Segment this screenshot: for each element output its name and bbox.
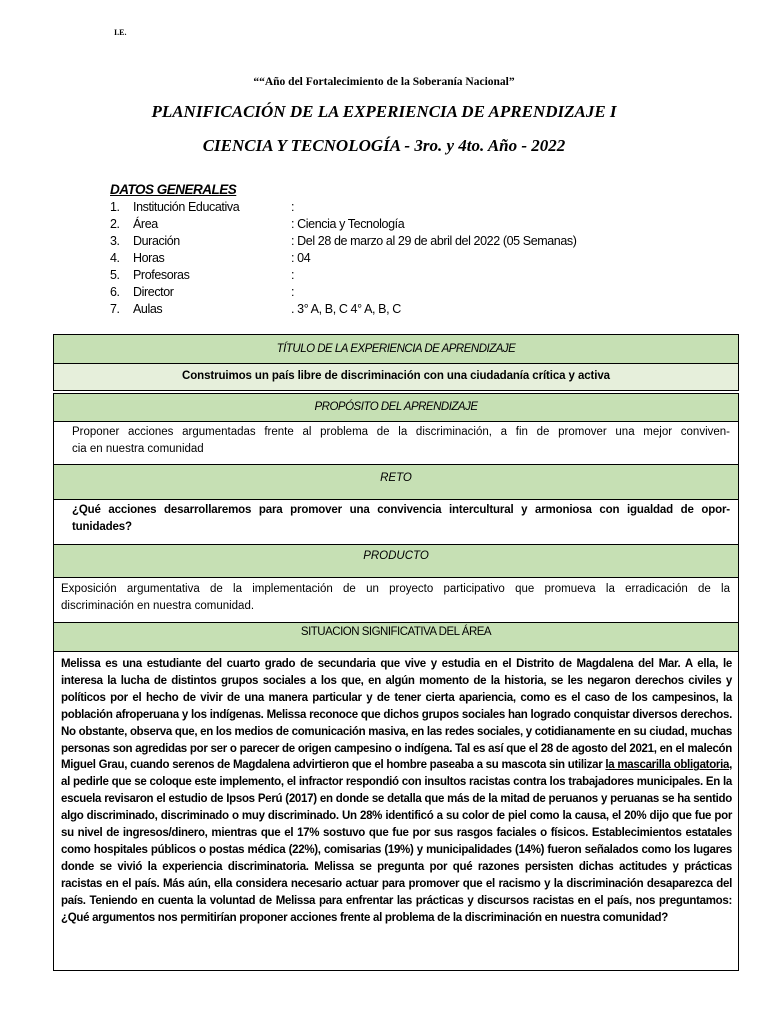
proposito-header: PROPÓSITO DEL APRENDIZAJE — [54, 394, 738, 422]
item-label: Institución Educativa — [133, 200, 240, 214]
reto-line: tunidades? — [72, 521, 132, 533]
item-label: Duración — [133, 234, 180, 248]
datos-item-director — [110, 284, 710, 300]
item-label: Horas — [133, 251, 165, 265]
reto-line: ¿Qué acciones desarrollaremos para promover una convivencia intercultural y armoniosa con igualdad de opor- — [72, 504, 730, 516]
planning-table — [53, 393, 739, 971]
paragraph-text: , al pedirle que se coloque este implemento, el infractor respondió con insultos racistas contra los trabajadores municipales. En la escuela revisaron el estudio de Ipsos Perú (2017) en donde se detalla que más de la mitad de peruanos y peruanas se ha sentido algo discriminado, discriminado o muy discriminado. Un 28% identificó a su color de piel como la causa, el 20% dijo que fue por su nivel de ingresos/dinero, mientras que el 17% sostuvo que fue por sus rasgos faciales o físicos. Establecimientos estatales como hospitales públicos o postas médica (22%), comisarias (19%) y municipalidades (14%) fueron señalados como los lugares donde se vivió la experiencia discriminatoria. Melissa se pregunta por qué razones persisten dichas actitudes y prácticas racistas en el país. Más aún, ella considera necesario actuar para promover que el racismo y la discriminación desaparezca del país. Teniendo en cuenta la voluntad de Melissa para enfrentar las prácticas y discursos racistas en el país, nos preguntamos: ¿Qué argumentos nos permitirían proponer acciones frente al problema de la discriminación en nuestra comunidad? — [61, 759, 732, 924]
producto-content — [54, 578, 738, 623]
item-number: 4. — [110, 251, 120, 265]
item-value: : Ciencia y Tecnología — [291, 217, 405, 231]
datos-item-institucion — [110, 199, 710, 215]
paragraph-text: Melissa es una estudiante del cuarto grado de secundaria que vive y estudia en el Distrito de Magdalena del Mar. A ella, le interesa la lucha de distintos grupos sociales a los que, en algún momento de la historia, se les negaron derechos civiles y políticos por el hecho de vivir de una manera particular y de tener cierta apariencia, como es el caso de los campesinos, la población afroperuana y los indígenas. Melissa reconoce que dichos grupos sociales han logrado conquistar diversos derechos. No obstante, observa que, en los medios de comunicación masiva, en las redes sociales, y cotidianamente en su ciudad, muchas personas son agredidas por ser o parecer de origen campesino o indígena. Tal es así que el 28 de agosto del 2021, en el malecón Miguel Grau, cuando serenos de Magdalena advirtieron que el hombre paseaba a su mascota sin utilizar — [61, 658, 732, 772]
item-label: Profesoras — [133, 268, 190, 282]
situacion-header: SITUACION SIGNIFICATIVA DEL ÁREA — [54, 623, 738, 652]
item-value: : — [291, 285, 295, 299]
situacion-paragraph — [54, 652, 738, 970]
reto-content — [54, 500, 738, 545]
datos-item-area — [110, 216, 710, 232]
datos-item-duracion — [110, 233, 710, 249]
proposito-line: cia en nuestra comunidad — [72, 443, 204, 455]
item-value: : Del 28 de marzo al 29 de abril del 2022 (05 Semanas) — [291, 234, 577, 248]
ie-label: I.E. — [114, 28, 127, 37]
item-label: Aulas — [133, 302, 163, 316]
producto-header: PRODUCTO — [54, 545, 738, 578]
item-label: Director — [133, 285, 174, 299]
titulo-text: Construimos un país libre de discriminación con una ciudadanía crítica y activa — [54, 364, 738, 390]
producto-line: discriminación en nuestra comunidad. — [61, 599, 255, 612]
item-number: 2. — [110, 217, 120, 231]
proposito-line: Proponer acciones argumentadas frente al problema de la discriminación, a fin de promover una mejor conviven- — [72, 426, 730, 438]
item-label: Área — [133, 217, 158, 231]
titulo-header: TÍTULO DE LA EXPERIENCIA DE APRENDIZAJE — [54, 335, 738, 364]
item-value: . 3° A, B, C 4° A, B, C — [291, 302, 401, 316]
datos-item-aulas — [110, 301, 710, 317]
document-subtitle: CIENCIA Y TECNOLOGÍA - 3ro. y 4to. Año - 2022 — [202, 136, 566, 155]
producto-line: Exposición argumentativa de la implementación de un proyecto participativo que promueva la erradicación de la — [61, 583, 730, 595]
item-number: 1. — [110, 200, 120, 214]
reto-header: RETO — [54, 465, 738, 500]
year-motto: ““Año del Fortalecimiento de la Soberanía Nacional” — [253, 76, 515, 88]
datos-item-horas — [110, 250, 710, 266]
document-title: PLANIFICACIÓN DE LA EXPERIENCIA DE APRENDIZAJE I — [151, 102, 617, 121]
datos-generales-heading: DATOS GENERALES — [110, 182, 237, 197]
item-value: : — [291, 268, 295, 282]
item-number: 6. — [110, 285, 120, 299]
titulo-box — [53, 334, 739, 391]
item-number: 7. — [110, 302, 120, 316]
item-number: 3. — [110, 234, 120, 248]
item-value: : — [291, 200, 295, 214]
datos-item-profesoras — [110, 267, 710, 283]
item-number: 5. — [110, 268, 120, 282]
proposito-content — [54, 422, 738, 465]
underlined-phrase: la mascarilla obligatoria — [605, 759, 730, 772]
item-value: : 04 — [291, 251, 311, 265]
